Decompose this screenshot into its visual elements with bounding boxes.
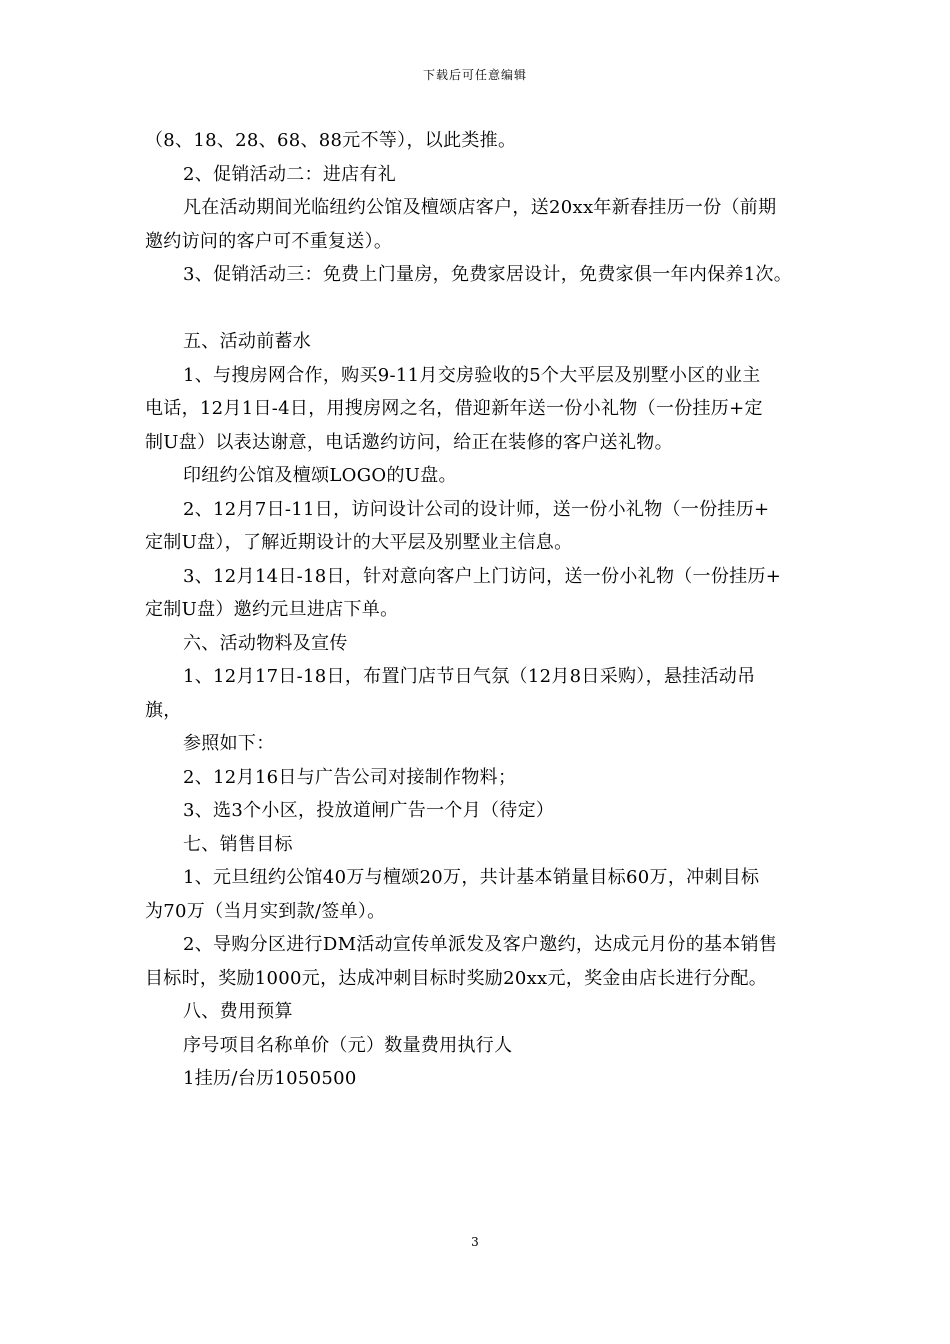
text-line: 3、选3个小区，投放道闸广告一个月（待定）: [183, 800, 555, 821]
text-line: （8、18、28、68、88元不等），以此类推。: [145, 130, 517, 151]
text-line: 1、与搜房网合作，购买9-11月交房验收的5个大平层及别墅小区的业主: [183, 364, 761, 386]
text-line: 电话，12月1日-4日，用搜房网之名，借迎新年送一份小礼物（一份挂历+定: [145, 398, 763, 419]
blank-line: [145, 292, 825, 326]
text-line: 定制U盘），了解近期设计的大平层及别墅业主信息。: [145, 532, 573, 553]
page-header: 下载后可任意编辑: [422, 68, 527, 82]
text-line: 凡在活动期间光临纽约公馆及檀颂店客户，送20xx年新春挂历一份（前期: [183, 197, 777, 218]
text-line: 制U盘）以表达谢意，电话邀约访问，给正在装修的客户送礼物。: [145, 431, 673, 453]
text-line: 2、12月16日与广告公司对接制作物料；: [183, 766, 517, 788]
section-heading: 八、费用预算: [183, 1001, 293, 1022]
text-line: 3、促销活动三：免费上门量房，免费家居设计，免费家俱一年内保养1次。: [183, 264, 793, 285]
text-line: 1、元旦纽约公馆40万与檀颂20万，共计基本销量目标60万，冲刺目标: [183, 867, 760, 888]
text-line: 目标时，奖励1000元，达成冲刺目标时奖励20xx元，奖金由店长进行分配。: [145, 967, 768, 989]
text-line: 2、12月7日-11日，访问设计公司的设计师，送一份小礼物（一份挂历+: [183, 498, 770, 520]
page-number: 3: [471, 1235, 479, 1249]
text-line: 1、12月17日-18日，布置门店节日气氛（12月8日采购），悬挂活动吊: [183, 666, 756, 687]
text-line: 旗，: [145, 699, 182, 721]
text-line: 定制U盘）邀约元旦进店下单。: [145, 599, 399, 620]
text-line: 邀约访问的客户可不重复送）。: [145, 230, 393, 252]
text-line: 2、促销活动二：进店有礼: [183, 163, 397, 185]
section-heading: 五、活动前蓄水: [183, 331, 312, 352]
text-line: 印纽约公馆及檀颂LOGO的U盘。: [183, 465, 457, 486]
text-line: 3、12月14日-18日，针对意向客户上门访问，送一份小礼物（一份挂历+: [183, 565, 782, 587]
section-heading: 六、活动物料及宣传: [183, 632, 348, 654]
text-line: 为70万（当月实到款/签单）。: [145, 900, 386, 922]
text-line: 参照如下：: [183, 733, 275, 754]
table-header-text: 序号项目名称单价（元）数量费用执行人: [183, 1034, 513, 1056]
document-body: [145, 124, 825, 1096]
section-heading: 七、销售目标: [183, 833, 293, 855]
table-row-text: 1挂历/台历1050500: [183, 1068, 357, 1089]
text-line: 2、导购分区进行DM活动宣传单派发及客户邀约，达成元月份的基本销售: [183, 934, 778, 955]
